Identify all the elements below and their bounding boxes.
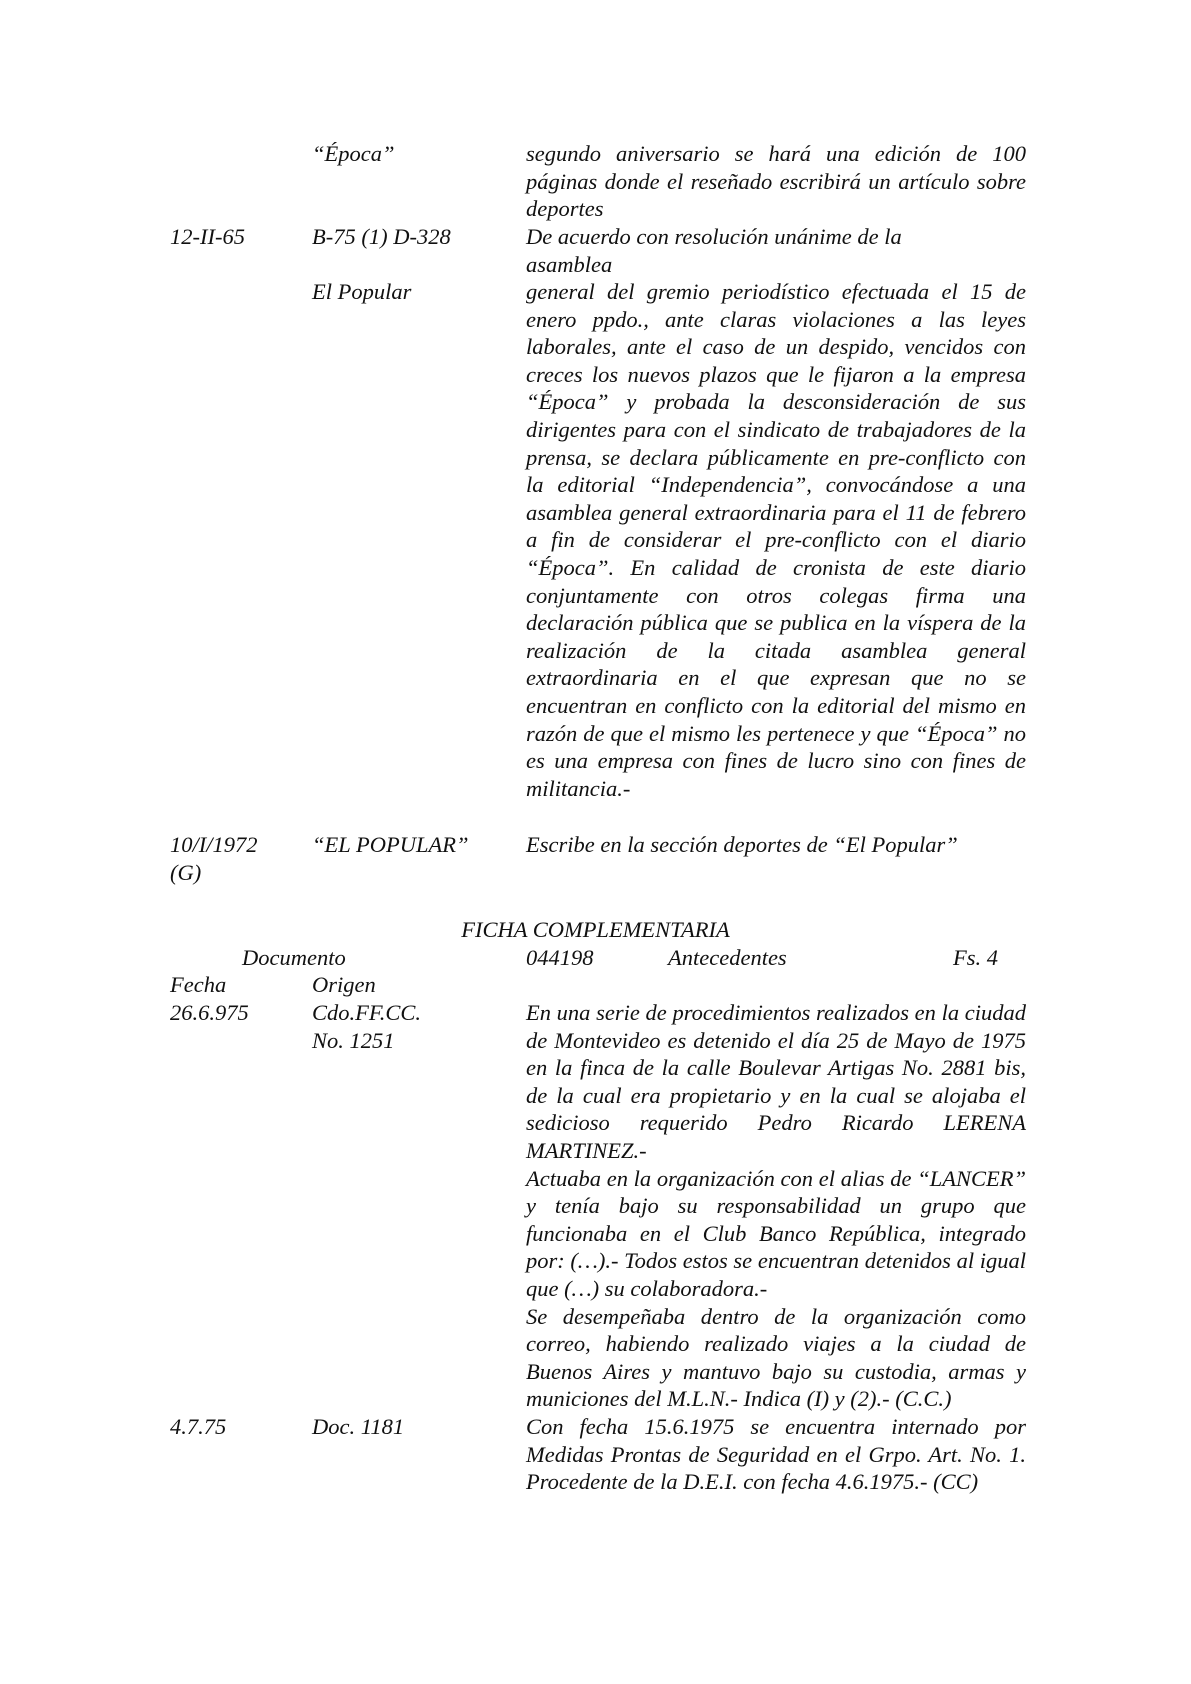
entry-date-10-I-1972: 10/I/1972 (G) <box>170 832 258 885</box>
entry-date-26-6-975: 26.6.975 <box>170 1000 249 1025</box>
fecha-label: Fecha <box>170 972 227 997</box>
entry-text-12-II-65-a: De acuerdo con resolución unánime de la asamblea <box>526 224 902 277</box>
entry-text-12-II-65-b: general del gremio periodístico efectuada el 15 de enero ppdo., ante claras violaciones a las leyes laborales, ante el caso de un despido, vencidos con creces los nuevos plazos que le fijaron a la empresa “Época” y probada la desconsideración de sus dirigentes para con el sindicato de trabajadores de la prensa, se declara públicamente en pre-conflicto con la editorial “Independencia”, convocándose a una asamblea general extraordinaria para el 11 de febrero a fin de considerar el pre-conflicto con el diario “Época”. En calidad de cronista de este diario conjuntamente con otros colegas firma una declaración pública que se publica en la víspera de la realización de la citada asamblea general extraordinaria en el que expresan que no se encuentran en conflicto con la editorial del mismo en razón de que el mismo les pertenece y que “Época” no es una empresa con fines de lucro sino con fines de militancia.- <box>526 279 1026 801</box>
entry-date-4-7-75: 4.7.75 <box>170 1414 227 1439</box>
paragraph: Actuaba en la organización con el alias de “LANCER” y tenía bajo su responsabilidad un grupo que funcionaba en el Club Banco República, integrado por: (…).- Todos estos se encuentran detenidos al igual que (…) su colaboradora.- <box>526 1165 1026 1301</box>
paragraph: Se desempeñaba dentro de la organización como correo, habiendo realizado viajes a la ciudad de Buenos Aires y mantuvo bajo su custodia, armas y municiones del M.L.N.- Indica (I) y (2).- (C.C.) <box>526 1303 1026 1412</box>
paragraph: Con fecha 15.6.1975 se encuentra internado por Medidas Prontas de Seguridad en el Grpo. Art. No. 1. Procedente de la D.E.I. con fecha 4.6.1975.- (CC) <box>526 1414 1026 1495</box>
source-el-popular: El Popular <box>312 279 412 304</box>
source-el-popular-caps: “EL POPULAR” <box>312 832 469 857</box>
origen-label: Origen <box>312 972 376 997</box>
entry-text-epoca: segundo aniversario se hará una edición de 100 páginas donde el reseñado escribirá un artículo sobre deportes <box>526 141 1026 222</box>
source-b75: B-75 (1) D-328 <box>312 224 451 249</box>
folio-number: Fs. 4 <box>953 945 998 970</box>
documento-number: 044198 <box>526 945 594 970</box>
entry-date-12-II-65: 12-II-65 <box>170 224 245 249</box>
origin-cdo-ffcc: Cdo.FF.CC. No. 1251 <box>312 1000 421 1053</box>
source-epoca: “Época” <box>312 141 395 166</box>
paragraph: En una serie de procedimientos realizados en la ciudad de Montevideo es detenido el día 25 de Mayo de 1975 en la finca de la calle Boulevar Artigas No. 2881 bis, de la cual era propietario y en la cual se alojaba el sedicioso requerido Pedro Ricardo LERENA MARTINEZ.- <box>526 1000 1026 1163</box>
origin-doc-1181: Doc. 1181 <box>312 1414 405 1439</box>
entry-text-4-7-75 <box>526 1413 1026 1496</box>
entry-text-26-6-975 <box>526 999 1026 1413</box>
documento-label: Documento <box>242 945 346 970</box>
entry-text-10-I-1972: Escribe en la sección deportes de “El Popular” <box>526 832 958 857</box>
ficha-heading: FICHA COMPLEMENTARIA <box>461 917 730 942</box>
antecedentes-label: Antecedentes <box>668 945 787 970</box>
